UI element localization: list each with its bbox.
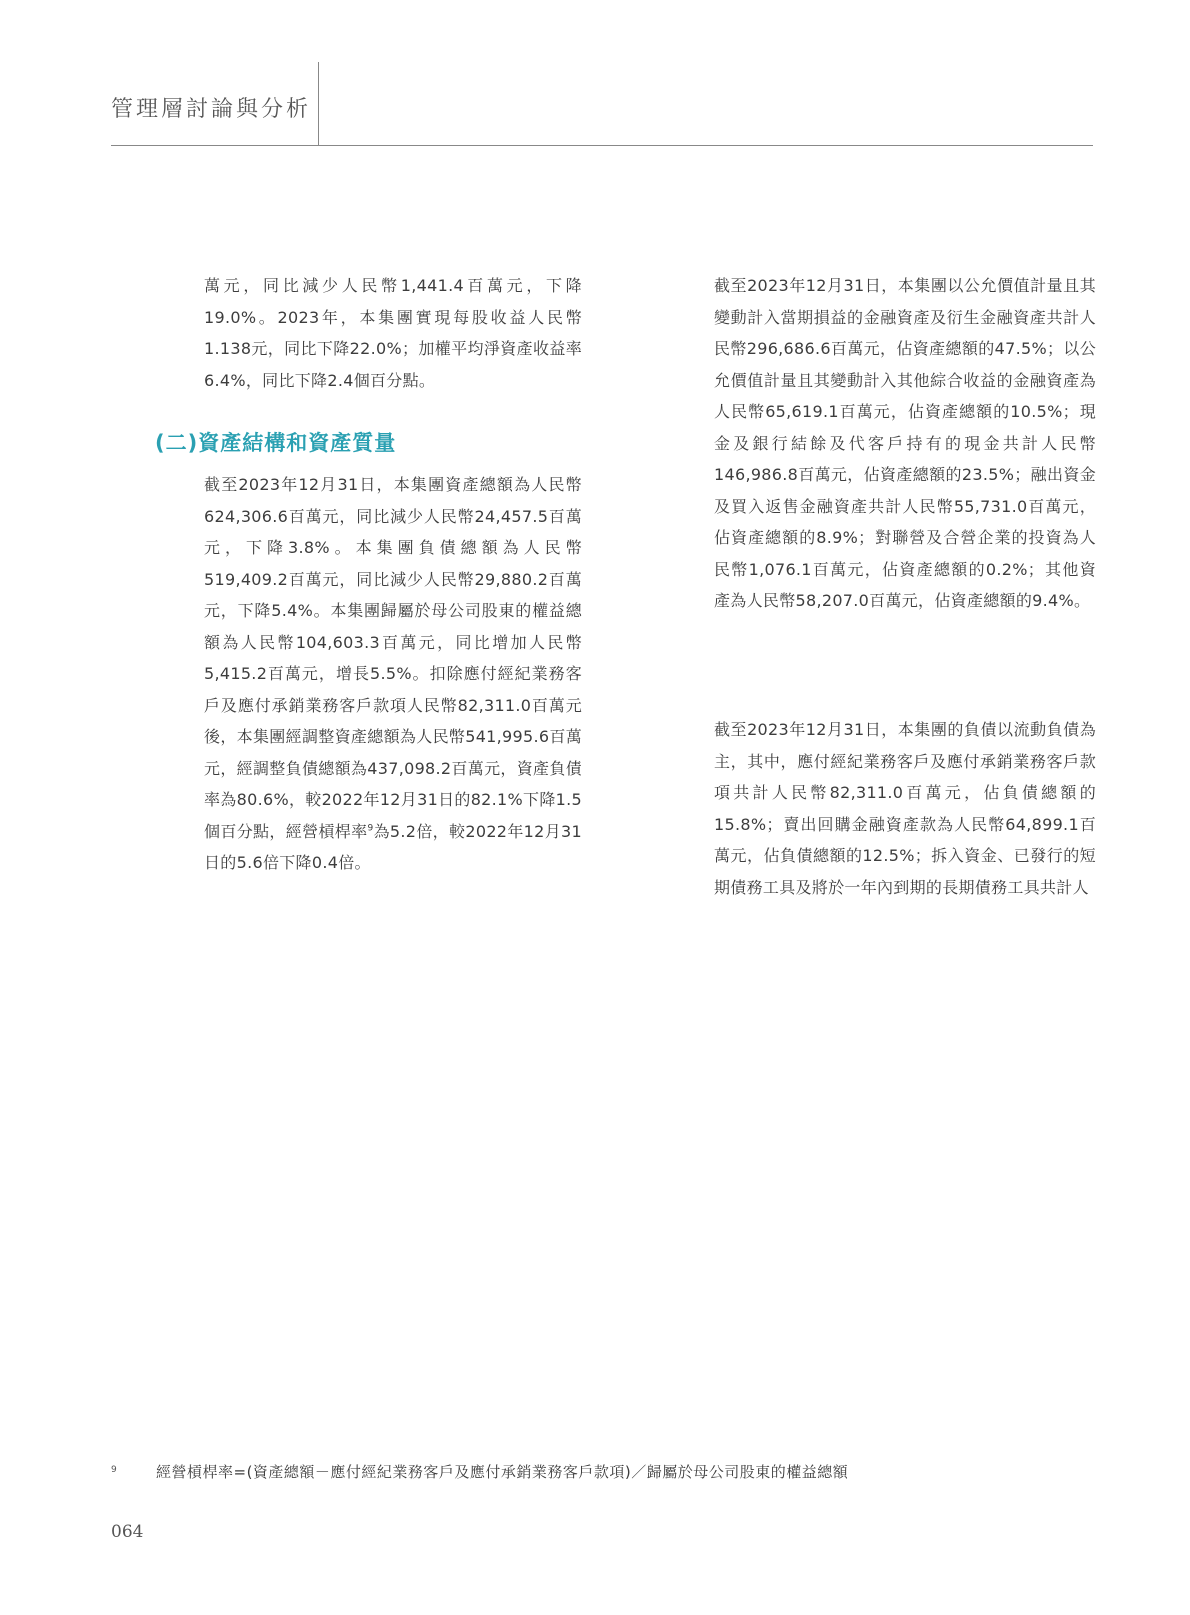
left-column-continued-paragraph	[204, 270, 582, 396]
left-column-body	[204, 469, 582, 879]
footnote-marker: 9	[111, 1465, 117, 1475]
paragraph: 萬元，同比減少人民幣1,441.4百萬元，下降19.0%。2023年，本集團實現每股收益人民幣1.138元，同比下降22.0%；加權平均淨資產收益率6.4%，同比下降2.4個百分點。	[204, 276, 582, 390]
footnote-text: 經營槓桿率=(資產總額－應付經紀業務客戶及應付承銷業務客戶款項)／歸屬於母公司股東的權益總額	[156, 1463, 849, 1481]
paragraph	[204, 469, 582, 879]
paragraph-text-part-1: 截至2023年12月31日，本集團資產總額為人民幣624,306.6百萬元，同比減少人民幣24,457.5百萬元，下降3.8%。本集團負債總額為人民幣519,409.2百萬元，同比減少人民幣29,880.2百萬元，下降5.4%。本集團歸屬於母公司股東的權益總額為人民幣104,603.3百萬元，同比增加人民幣5,415.2百萬元，增長5.5%。扣除應付經紀業務客戶及應付承銷業務客戶款項人民幣82,311.0百萬元後，本集團經調整資產總額為人民幣541,995.6百萬元，經調整負債總額為437,098.2百萬元，資產負債率為80.6%，較2022年12月31日的82.1%下降1.5個百分點，經營槓桿率	[204, 475, 582, 841]
right-column-paragraph-2	[714, 714, 1096, 903]
page-number: 064	[111, 1522, 144, 1542]
header-title: 管理層討論與分析	[111, 97, 312, 122]
right-column-paragraph-1	[714, 270, 1096, 617]
paragraph-text-part-2: 為5.2倍，較2022年12月31日的5.6倍下降0.4倍。	[204, 821, 582, 872]
header-divider-vertical	[318, 62, 319, 146]
footnote-reference: 9	[367, 823, 374, 834]
section-heading: (二)資產結構和資產質量	[155, 431, 397, 455]
paragraph: 截至2023年12月31日，本集團的負債以流動負債為主，其中，應付經紀業務客戶及應付承銷業務客戶款項共計人民幣82,311.0百萬元，佔負債總額的15.8%；賣出回購金融資產款為人民幣64,899.1百萬元，佔負債總額的12.5%；拆入資金、已發行的短期債務工具及將於一年內到期的長期債務工具共計人	[714, 720, 1096, 897]
header-divider-horizontal	[111, 145, 1093, 146]
paragraph: 截至2023年12月31日，本集團以公允價值計量且其變動計入當期損益的金融資產及衍生金融資產共計人民幣296,686.6百萬元，佔資產總額的47.5%；以公允價值計量且其變動計入其他綜合收益的金融資產為人民幣65,619.1百萬元，佔資產總額的10.5%；現金及銀行結餘及代客戶持有的現金共計人民幣146,986.8百萬元，佔資產總額的23.5%；融出資金及買入返售金融資產共計人民幣55,731.0百萬元，佔資產總額的8.9%；對聯營及合營企業的投資為人民幣1,076.1百萬元，佔資產總額的0.2%；其他資產為人民幣58,207.0百萬元，佔資產總額的9.4%。	[714, 276, 1096, 610]
